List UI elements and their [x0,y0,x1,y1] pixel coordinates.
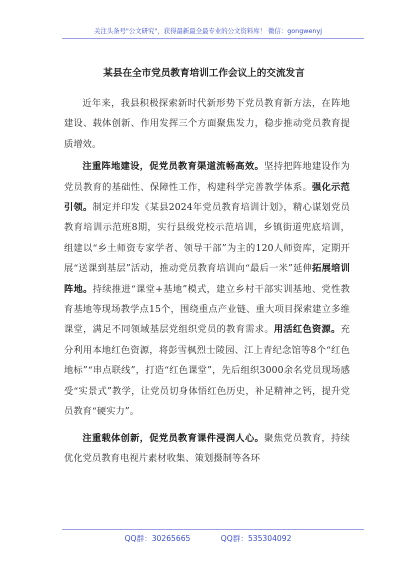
intro-paragraph: 近年来，我县积极探索新时代新形势下党员教育新方法，在阵地建设、载体创新、作用发挥三个方面聚焦发力，稳步推动党员教育提质增效。 [64,98,350,150]
section1-heading: 注重阵地建设，促党员教育渠道流畅高效。 [82,161,265,173]
document-body [64,94,350,475]
header-divider [62,38,364,39]
footer-qq-group-2: QQ群：535304092 [220,534,292,543]
footer-divider [62,529,364,530]
section2-heading: 注重载体创新，促党员教育课件浸润人心。 [82,432,265,444]
section1-sub1: 强化示范引领。 [64,181,350,214]
document-title: 某县在全市党员教育培训工作会议上的交流发言 [103,68,305,79]
section1-sub3: 用活红色资源。 [273,324,341,336]
section1-text1: 坚持把阵地建设作为党员教育的基础性、保障性工作，构建科学完善教学体系。 [64,161,350,193]
section2-paragraph [64,429,350,470]
section1-text4: 充分利用本地红色资源，将彭雪枫烈士陵园、江上青纪念馆等8个“红色地标”“串点联线”，打造“红色课堂”，先后组织3000余名党员现场感受“实景式”教学，让党员切身体悟红色历史，补足精神之钙，提升党员教育“硬实力”。 [64,324,350,418]
section1-paragraph [64,157,350,422]
section1-text2: 制定并印发《某县2024年党员教育培训计划》，精心谋划党员教育培训示范班8期，实行县级党校示范培训，乡镇街道兜底培训，组建以“乡土师资专家学者、领导干部”为主的120人师资库，定期开展“送课到基层”活动，推动党员教育培训向“最后一米”延伸 [64,202,350,275]
header-banner: 关注头条号"公文研究"，获得最新最全最专业的公文资料库！ 微信：gongwenyj [93,27,323,35]
section1-text3: 持续推进“课堂+基地”模式，建立乡村干部实训基地、党性教育基地等现场教学点15个，围绕重点产业链、重大项目探索建立多维课堂，满足不同领域基层党组织党员的教育需求。 [64,283,350,336]
footer-qq-group-1: QQ群：30265665 [124,534,191,543]
section2-text1: 聚焦党员教育，持续优化党员教育电视片素材收集、策划摄制等各环 [64,432,350,464]
footer [80,533,336,544]
section1-sub2: 拓展培训阵地。 [64,263,350,295]
